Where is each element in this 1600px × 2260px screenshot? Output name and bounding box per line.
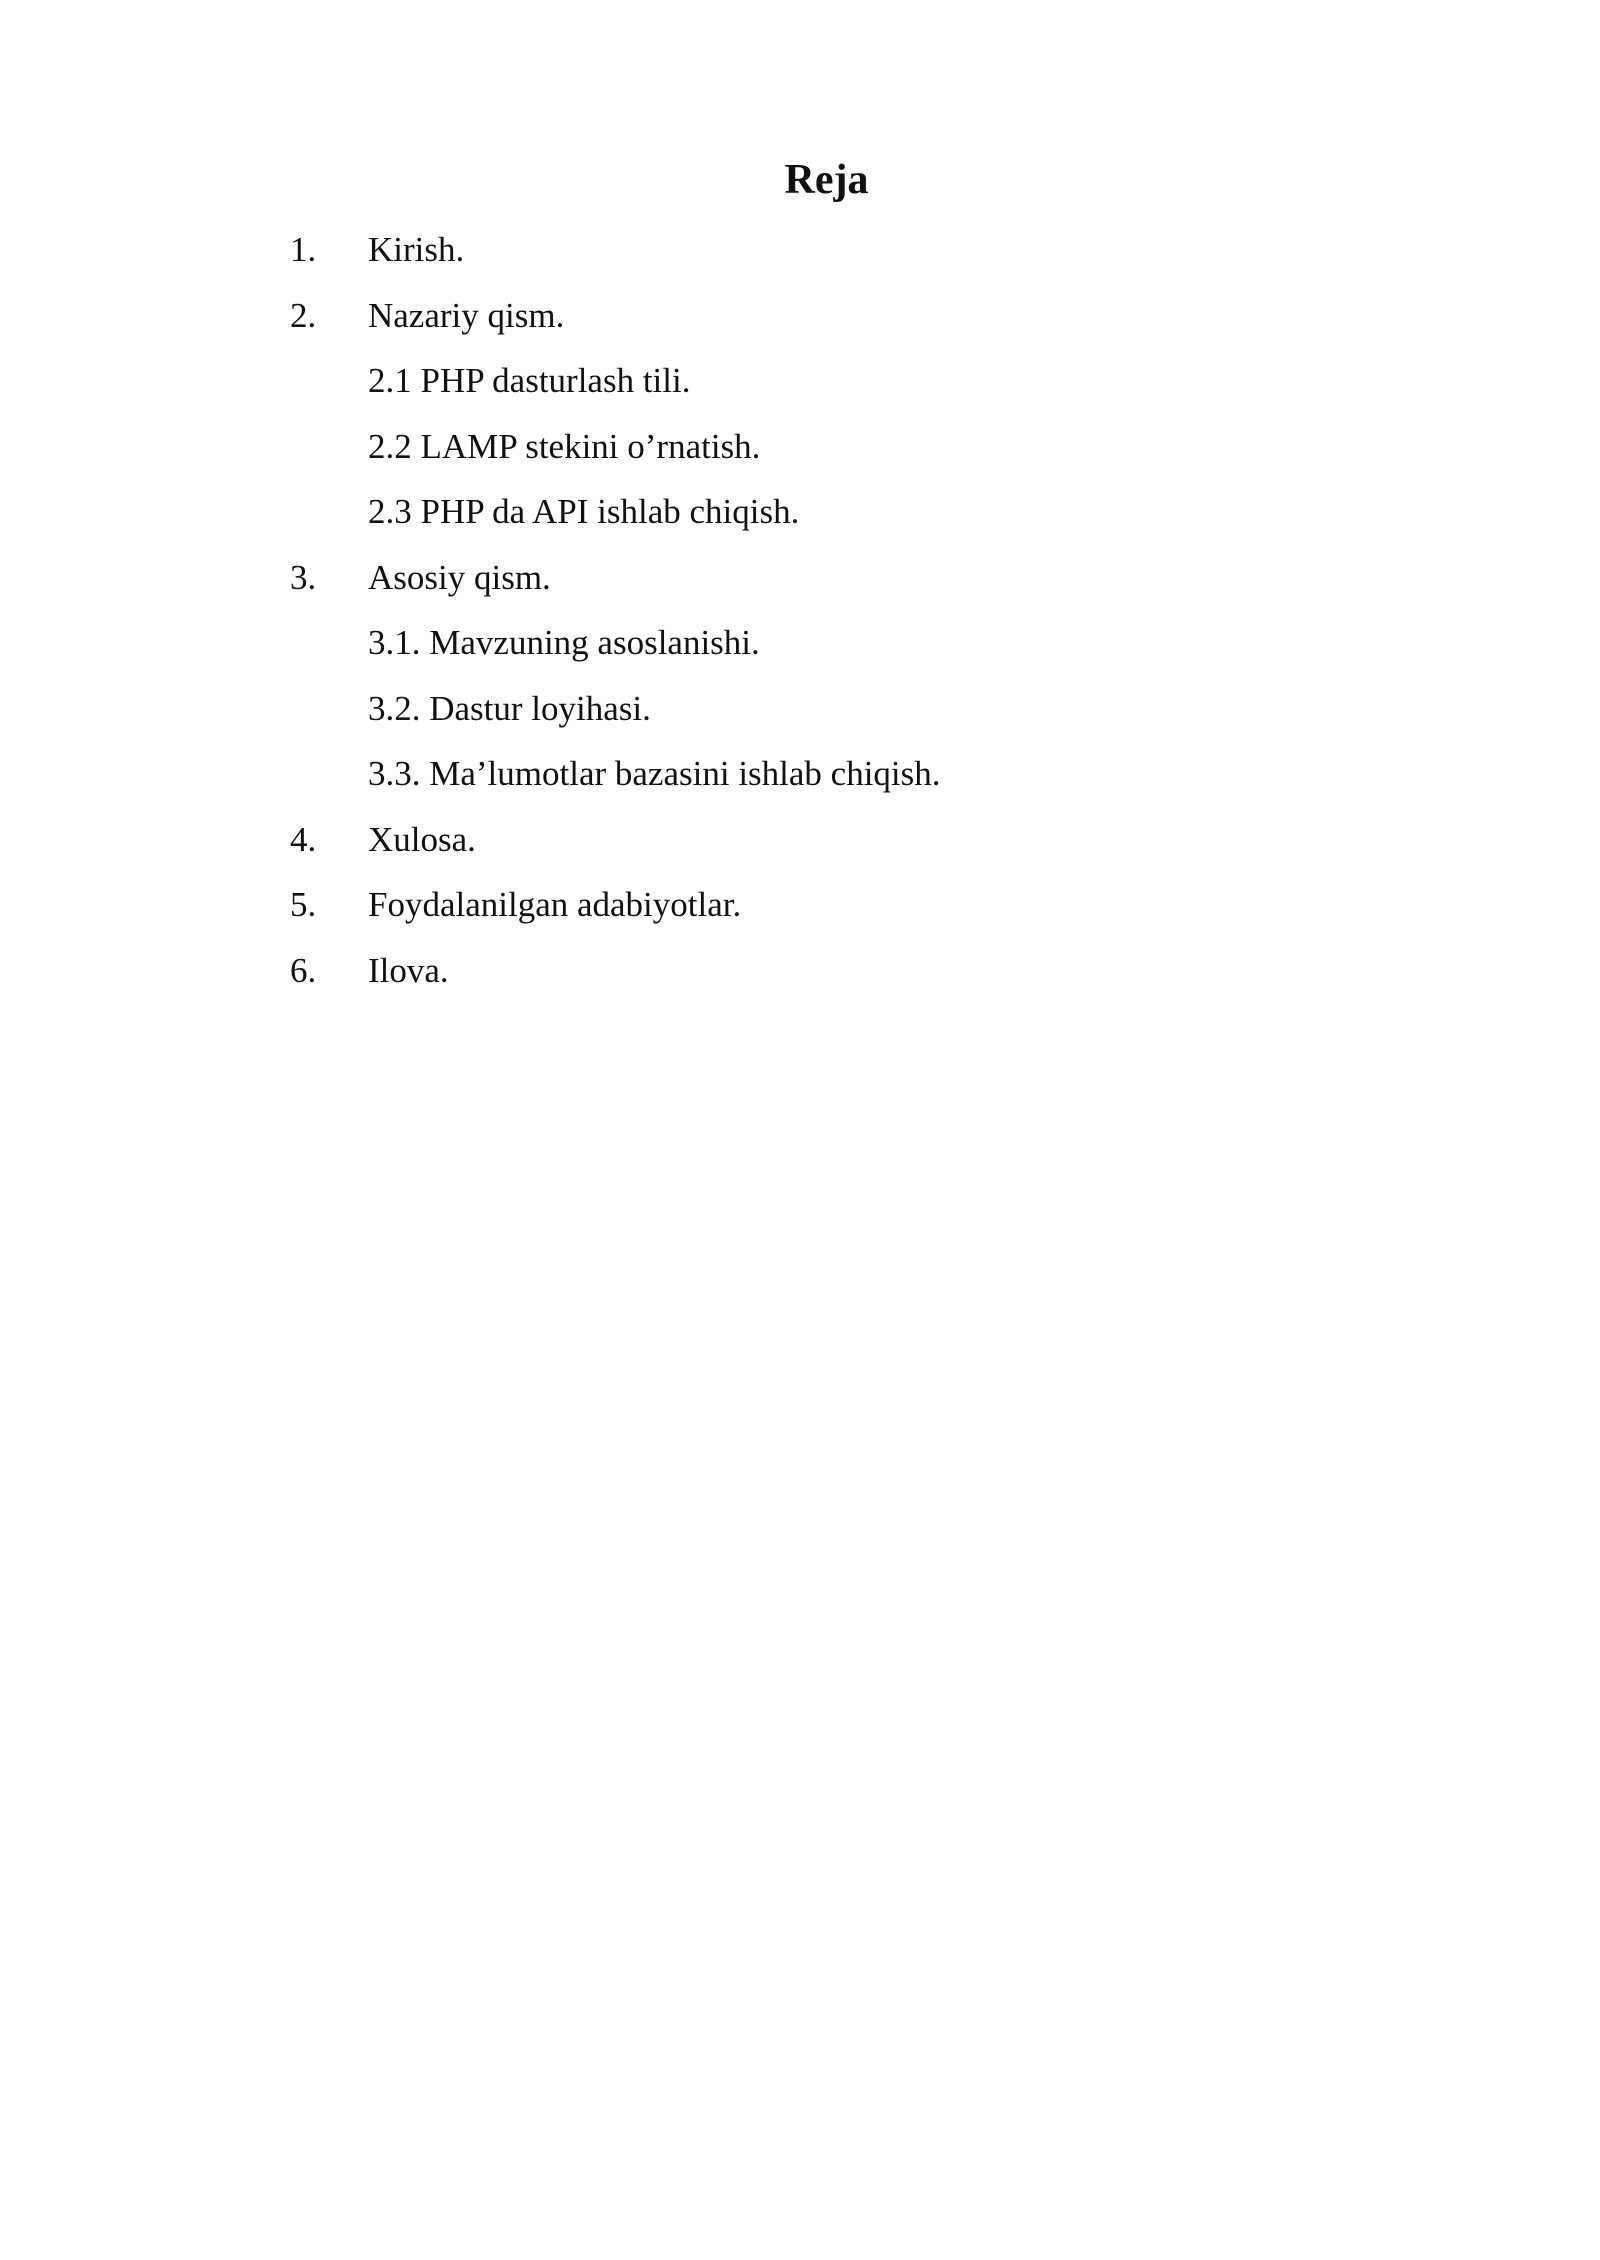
table-of-contents <box>0 222 1600 1008</box>
page-title: Reja <box>784 157 869 203</box>
toc-item-label: Ilova. <box>368 950 449 990</box>
toc-item-number: 2. <box>290 295 317 335</box>
toc-item-number: 3. <box>290 557 317 597</box>
toc-subitem-label: 2.1 PHP dasturlash tili. <box>368 361 691 400</box>
toc-item-3 <box>0 550 1600 616</box>
toc-item-label: Foydalanilgan adabiyotlar. <box>368 885 742 924</box>
toc-subitem-3-1 <box>0 615 1600 681</box>
toc-item-number: 5. <box>290 885 317 924</box>
toc-item-label: Kirish. <box>368 230 465 269</box>
toc-item-2 <box>0 288 1600 354</box>
toc-item-1 <box>0 222 1600 288</box>
toc-item-number: 4. <box>290 819 317 859</box>
toc-item-number: 6. <box>290 950 317 990</box>
toc-item-number: 1. <box>290 230 317 269</box>
toc-subitem-label: 3.3. Ma’lumotlar bazasini ishlab chiqish. <box>368 754 941 793</box>
toc-item-6 <box>0 943 1600 1009</box>
toc-subitem-3-3 <box>0 746 1600 812</box>
toc-item-4 <box>0 812 1600 878</box>
toc-item-label: Asosiy qism. <box>368 557 551 597</box>
toc-subitem-2-3 <box>0 484 1600 550</box>
toc-subitem-label: 3.2. Dastur loyihasi. <box>368 688 651 728</box>
toc-subitem-label: 3.1. Mavzuning asoslanishi. <box>368 623 760 662</box>
toc-item-label: Nazariy qism. <box>368 295 565 335</box>
toc-subitem-label: 2.2 LAMP stekini o’rnatish. <box>368 426 761 466</box>
toc-subitem-3-2 <box>0 681 1600 747</box>
toc-subitem-2-2 <box>0 419 1600 485</box>
toc-item-label: Xulosa. <box>368 819 476 859</box>
toc-subitem-2-1 <box>0 353 1600 419</box>
toc-item-5 <box>0 877 1600 943</box>
toc-subitem-label: 2.3 PHP da API ishlab chiqish. <box>368 492 800 531</box>
